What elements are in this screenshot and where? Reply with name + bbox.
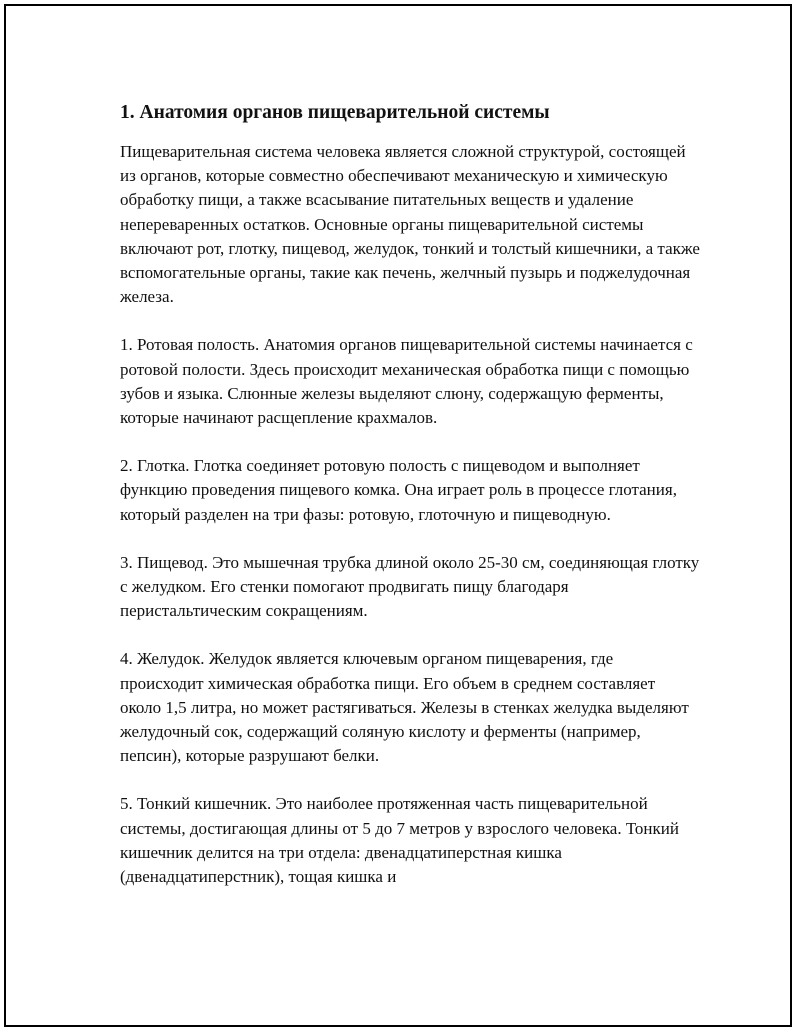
paragraph-small-intestine: 5. Тонкий кишечник. Это наиболее протяженная часть пищеварительной системы, достигающая длины от 5 до 7 метров у взрослого человека. Тонкий кишечник делится на три отдела: двенадцатиперстная кишка (двенадцатиперстник), тощая кишка и <box>120 794 679 887</box>
section-heading: 1. Анатомия органов пищеварительной системы <box>120 102 550 123</box>
paragraph-stomach: 4. Желудок. Желудок является ключевым органом пищеварения, где происходит химическая обработка пищи. Его объем в среднем составляет около 1,5 литра, но может растягиваться. Железы в стенках желудка выделяют желудочный сок, содержащий соляную кислоту и ферменты (например, пепсин), которые разрушают белки. <box>120 649 689 766</box>
document-page <box>4 4 792 1027</box>
paragraph-pharynx: 2. Глотка. Глотка соединяет ротовую полость с пищеводом и выполняет функцию проведения пищевого комка. Она играет роль в процессе глотания, который разделен на три фазы: ротовую, глоточную и пищеводную. <box>120 456 677 524</box>
paragraph-oral-cavity: 1. Ротовая полость. Анатомия органов пищеварительной системы начинается с ротовой полости. Здесь происходит механическая обработка пищи с помощью зубов и языка. Слюнные железы выделяют слюну, содержащую ферменты, которые начинают расщепление крахмалов. <box>120 335 693 428</box>
document-body <box>120 100 700 913</box>
paragraph-intro: Пищеварительная система человека является сложной структурой, состоящей из органов, которые совместно обеспечивают механическую и химическую обработку пищи, а также всасывание питательных веществ и удаление непереваренных остатков. Основные органы пищеварительной системы включают рот, глотку, пищевод, желудок, тонкий и толстый кишечники, а также вспомогательные органы, такие как печень, желчный пузырь и поджелудочная железа. <box>120 142 700 307</box>
paragraph-esophagus: 3. Пищевод. Это мышечная трубка длиной около 25-30 см, соединяющая глотку с желудком. Его стенки помогают продвигать пищу благодаря перистальтическим сокращениям. <box>120 552 700 621</box>
